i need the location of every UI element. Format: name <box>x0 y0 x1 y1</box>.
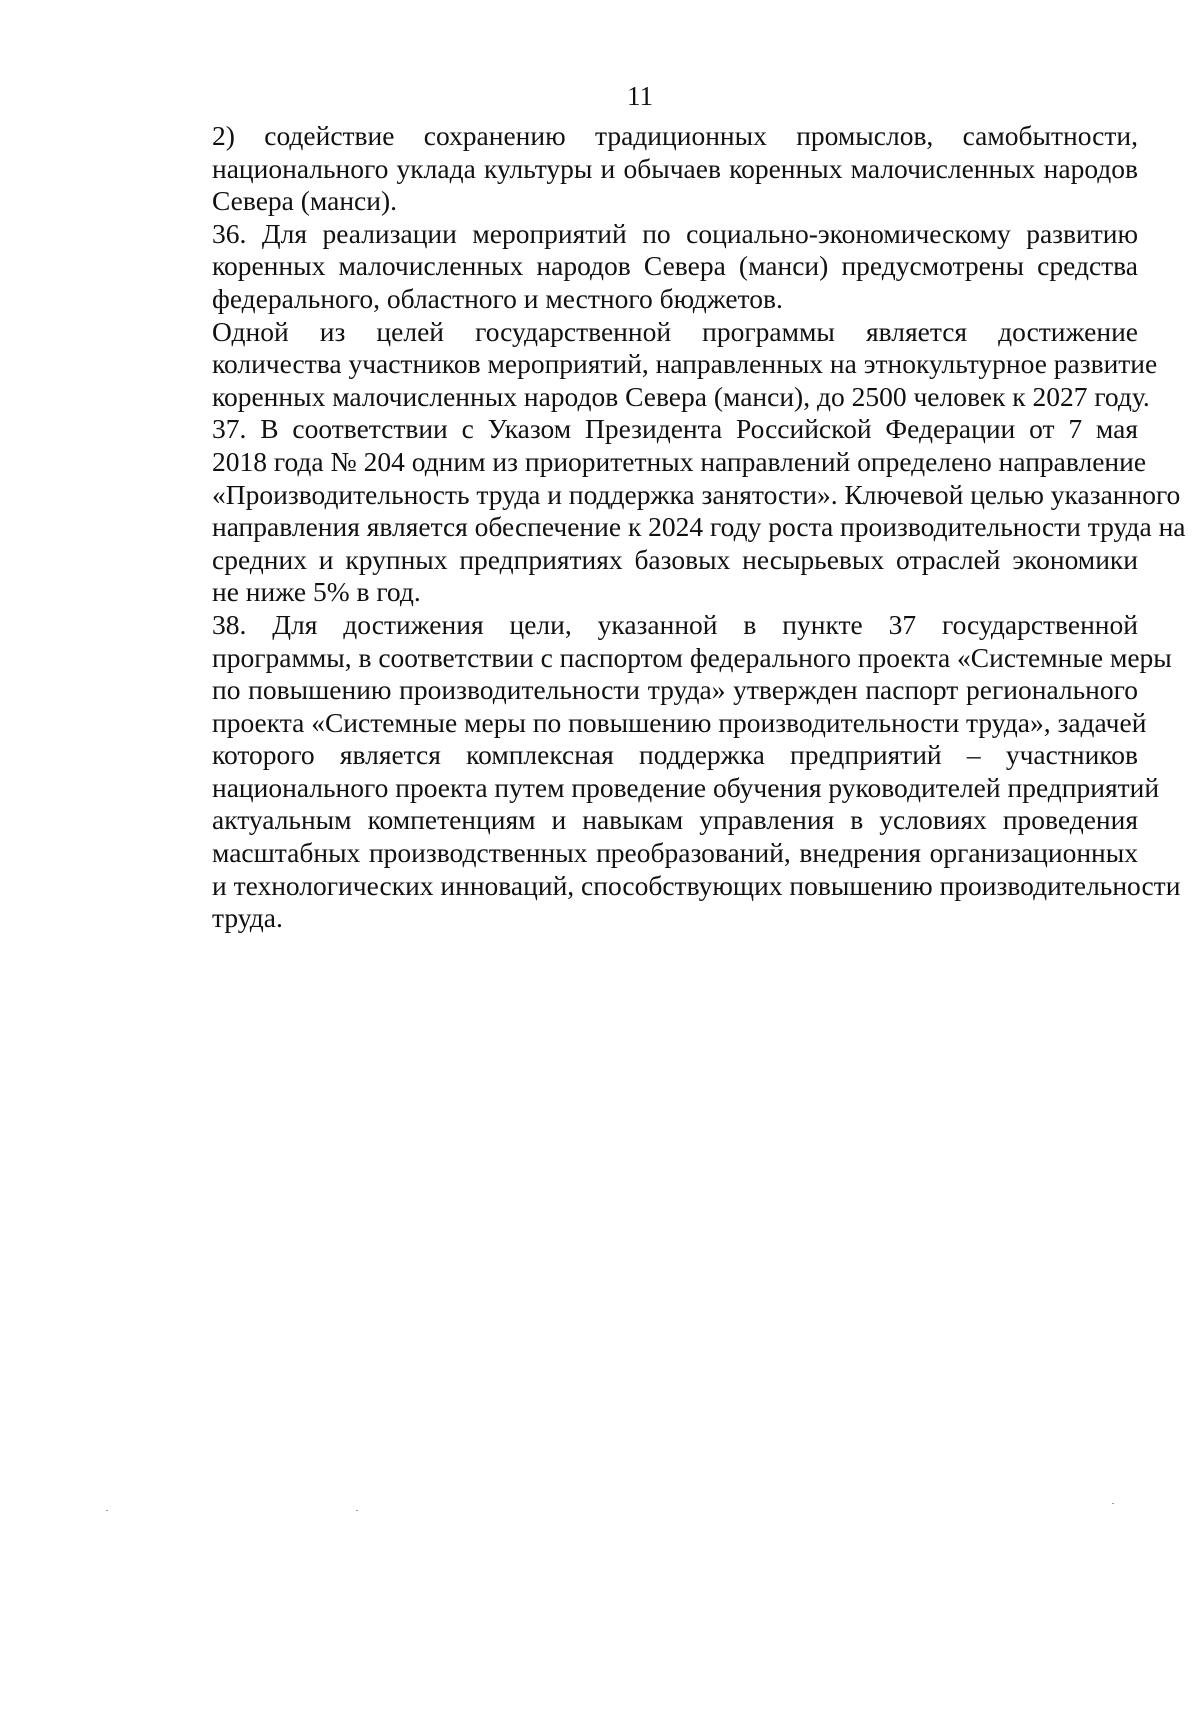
text-line: проекта «Системные меры по повышению производительности труда», задачей <box>212 706 1147 738</box>
document-body <box>142 120 1186 935</box>
text-line: актуальным компетенциям и навыкам управления в условиях проведения <box>212 804 1138 836</box>
text-line: национального проекта путем проведение обучения руководителей предприятий <box>212 771 1160 803</box>
scan-artifact <box>356 1510 358 1511</box>
text-line: программы, в соответствии с паспортом федерального проекта «Системные меры <box>212 641 1172 673</box>
text-line: национального уклада культуры и обычаев коренных малочисленных народов <box>212 152 1138 184</box>
text-line: 2018 года № 204 одним из приоритетных направлений определено направление <box>212 445 1147 477</box>
scan-artifact <box>1112 1503 1114 1504</box>
text-line: Одной из целей государственной программы является достижение <box>212 315 1138 347</box>
text-line: направления является обеспечение к 2024 году роста производительности труда на <box>212 511 1186 543</box>
text-line: труда. <box>212 902 283 934</box>
paragraph-item-2 <box>142 120 1138 218</box>
text-line: 38. Для достижения цели, указанной в пункте 37 государственной <box>212 608 1138 640</box>
text-line: и технологических инноваций, способствующих повышению производительности <box>212 869 1181 901</box>
text-line: федерального, областного и местного бюджетов. <box>212 282 783 314</box>
paragraph-36-goal <box>142 315 1158 414</box>
text-line: 37. В соответствии с Указом Президента Российской Федерации от 7 мая <box>212 413 1138 445</box>
text-line: коренных малочисленных народов Севера (манси) предусмотрены средства <box>212 250 1138 282</box>
text-line: по повышению производительности труда» утвержден паспорт регионального <box>212 674 1138 706</box>
scan-artifact <box>106 1510 108 1511</box>
text-line: средних и крупных предприятиях базовых несырьевых отраслей экономики <box>212 543 1138 575</box>
text-line: не ниже 5% в год. <box>212 576 421 608</box>
text-line: 36. Для реализации мероприятий по социально-экономическому развитию <box>212 217 1138 249</box>
text-line: масштабных производственных преобразований, внедрения организационных <box>212 837 1138 869</box>
paragraph-37 <box>142 413 1186 609</box>
text-line: 2) содействие сохранению традиционных промыслов, самобытности, <box>212 120 1138 151</box>
text-line: «Производительность труда и поддержка занятости». Ключевой целью указанного <box>212 478 1181 510</box>
text-line: которого является комплексная поддержка предприятий – участников <box>212 739 1138 771</box>
paragraph-38 <box>142 608 1181 935</box>
text-line: Севера (манси). <box>212 185 397 217</box>
page-number: 11 <box>627 81 653 111</box>
paragraph-36 <box>142 218 1138 316</box>
text-line: количества участников мероприятий, направленных на этнокультурное развитие <box>212 348 1158 380</box>
text-line: коренных малочисленных народов Севера (манси), до 2500 человек к 2027 году. <box>212 380 1150 412</box>
